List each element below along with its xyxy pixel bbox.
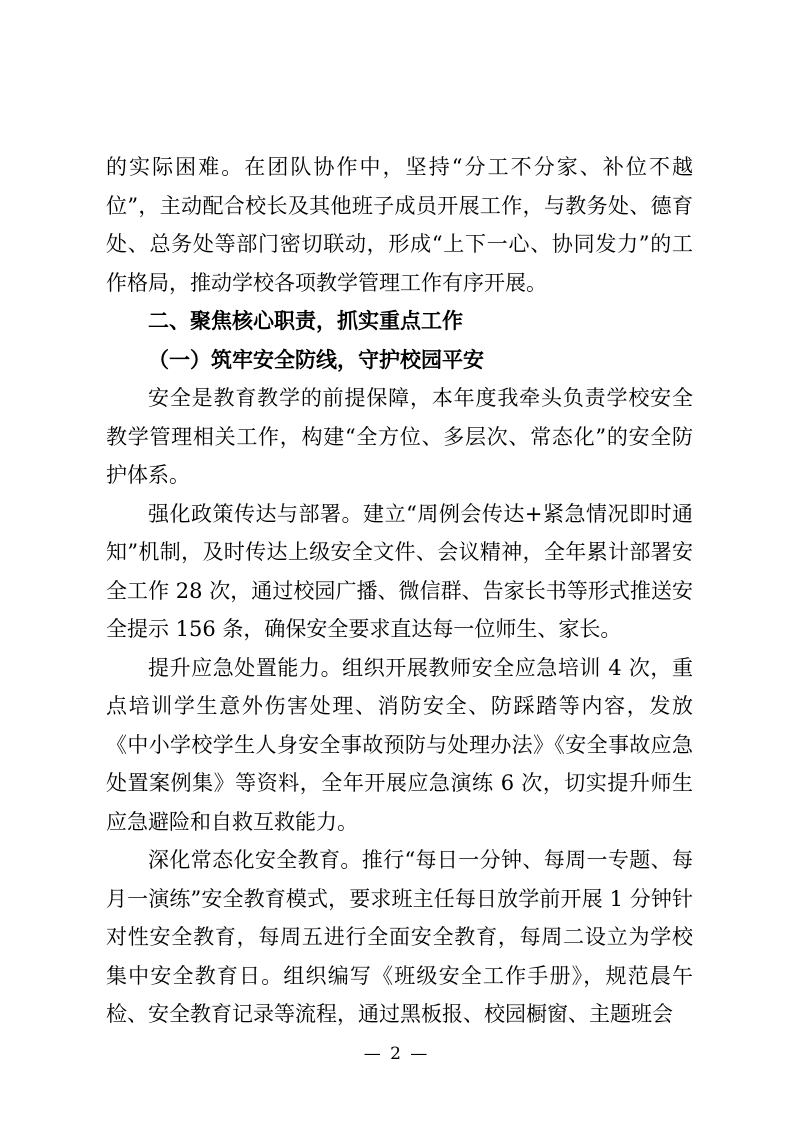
paragraph: 强化政策传达与部署。建立“周例会传达+紧急情况即时通知”机制，及时传达上级安全文件、会议精神，全年累计部署安全工作 28 次，通过校园广播、微信群、告家长书等形式推送安全提示 156 条，确保安全要求直达每一位师生、家长。 (106, 501, 693, 641)
document-body (106, 148, 693, 1034)
section-heading: 二、聚焦核心职责，抓实重点工作 (148, 308, 463, 333)
paragraph: 安全是教育教学的前提保障，本年度我牵头负责学校安全教学管理相关工作，构建“全方位、多层次、常态化”的安全防护体系。 (106, 386, 693, 487)
paragraph: 提升应急处置能力。组织开展教师安全应急培训 4 次，重点培训学生意外伤害处理、消防安全、防踩踏等内容，发放《中小学校学生人身安全事故预防与处理办法》《安全事故应急处置案例集》等资料，全年开展应急演练 6 次，切实提升师生应急避险和自救互救能力。 (106, 655, 693, 834)
paragraph-continuation: 的实际困难。在团队协作中，坚持“分工不分家、补位不越位”，主动配合校长及其他班子成员开展工作，与教务处、德育处、总务处等部门密切联动，形成“上下一心、协同发力”的工作格局，推动学校各项教学管理工作有序开展。 (106, 155, 693, 295)
subsection-heading: （一）筑牢安全防线，守护校园平安 (148, 346, 484, 372)
page-number: — 2 — (363, 1044, 430, 1064)
paragraph: 深化常态化安全教育。推行“每日一分钟、每周一专题、每月一演练”安全教育模式，要求班主任每日放学前开展 1 分钟针对性安全教育，每周五进行全面安全教育，每周二设立为学校集中安全教育日。组织编写《班级安全工作手册》，规范晨午检、安全教育记录等流程，通过黑板报、校园橱窗、主题班会 (106, 848, 693, 1026)
